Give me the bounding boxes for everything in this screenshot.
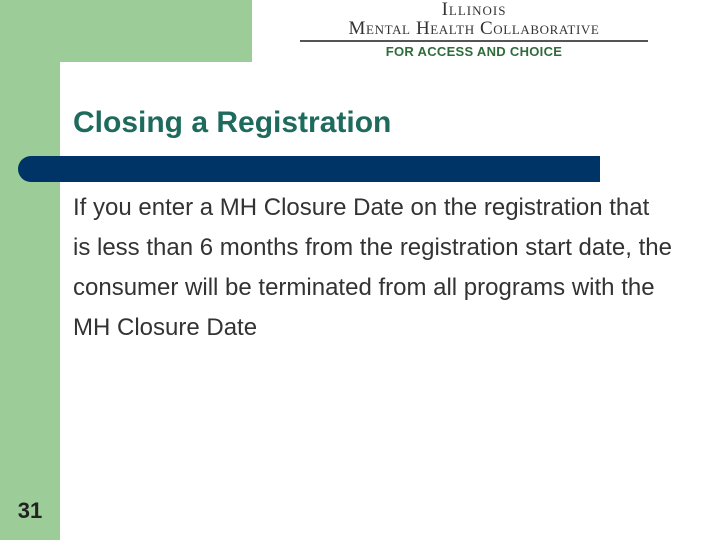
header-green-band bbox=[0, 0, 252, 62]
logo-divider bbox=[300, 40, 648, 42]
title-underline-bar bbox=[18, 156, 600, 182]
slide-title: Closing a Registration bbox=[73, 106, 392, 139]
logo-tagline: FOR ACCESS AND CHOICE bbox=[385, 44, 563, 59]
logo-line-name: Mental Health Collaborative bbox=[348, 18, 600, 39]
slide-body-text: If you enter a MH Closure Date on the registration that is less than 6 months from the registration start date, the consumer will be terminated from all programs with the MH Closure Date bbox=[73, 194, 672, 341]
slide-page-number: 31 bbox=[17, 498, 43, 523]
collaborative-logo bbox=[296, 0, 652, 64]
logo-line-state: Illinois bbox=[441, 0, 507, 20]
sidebar-green-bar bbox=[0, 0, 60, 540]
content-corner bbox=[60, 62, 100, 102]
